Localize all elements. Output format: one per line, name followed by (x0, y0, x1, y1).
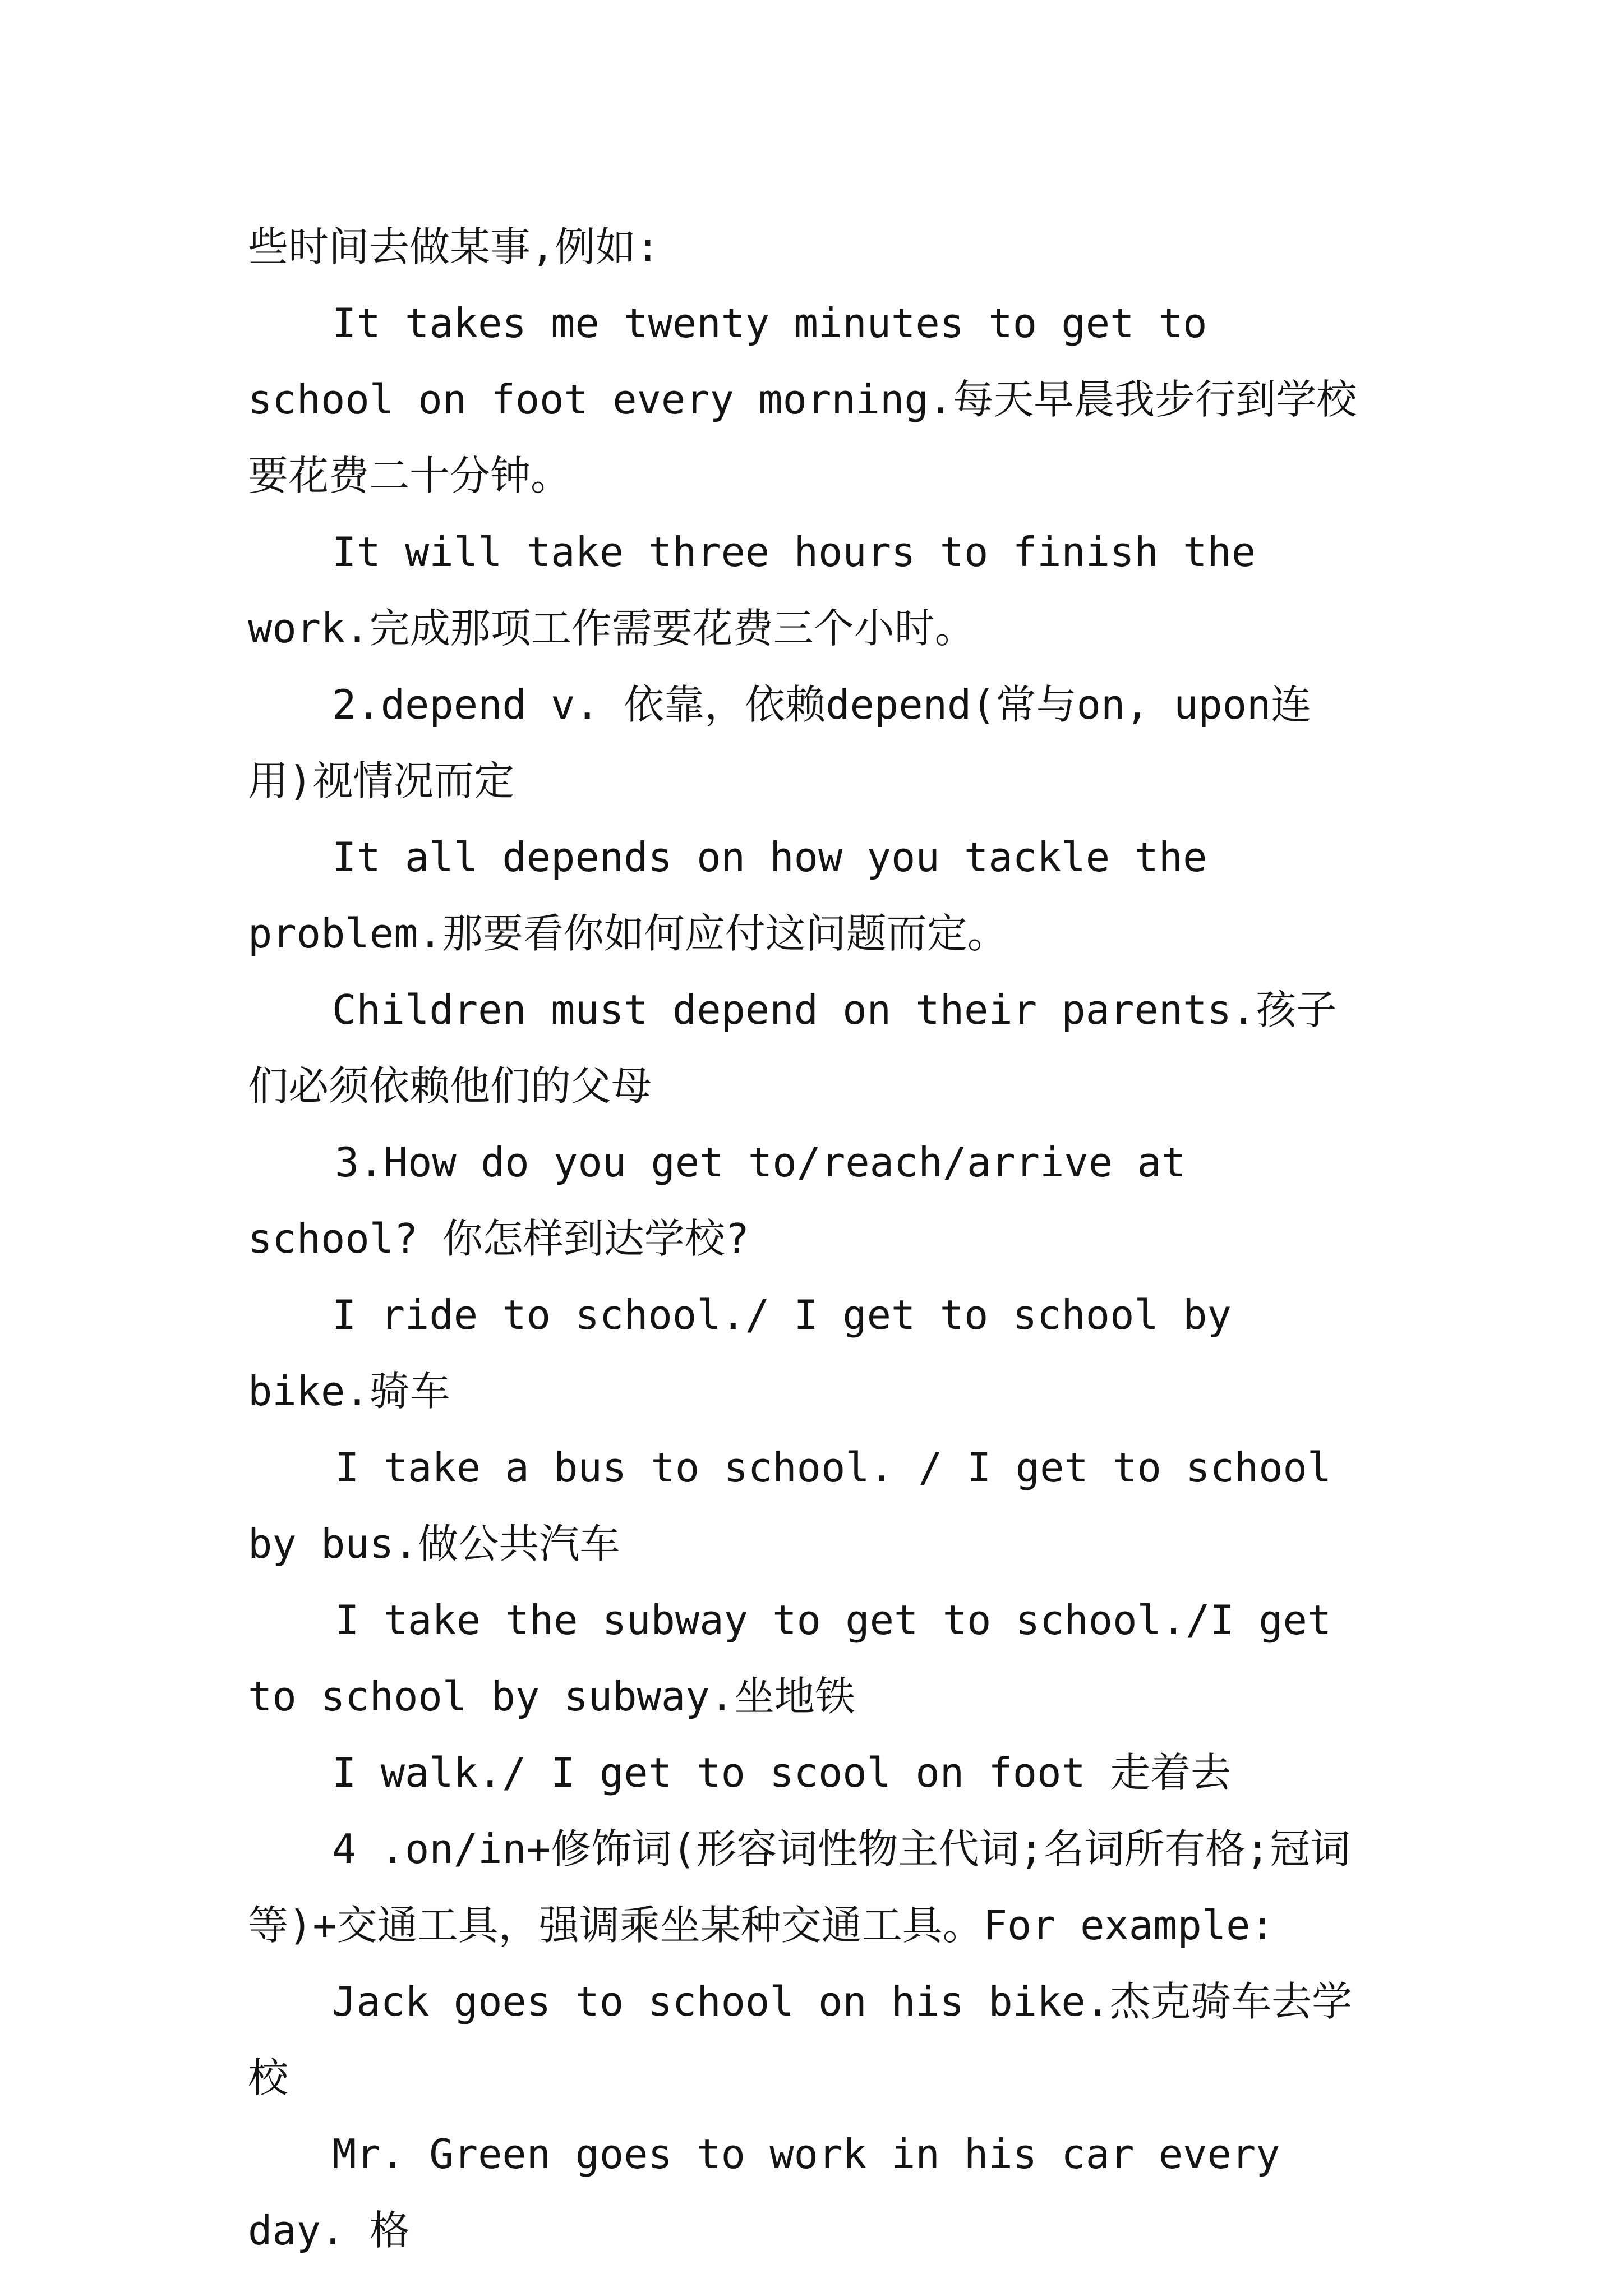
document-body (248, 209, 1375, 2269)
vocabulary-item: 3.How do you get to/reach/arrive at school? 你怎样到达学校? (248, 1139, 1186, 1262)
example-sentence: It takes me twenty minutes to get to school on foot every morning.每天早晨我步行到学校要花费二十分钟。 (248, 300, 1357, 499)
vocabulary-item: 2.depend v. 依靠，依赖depend(常与on, upon连用)视情况而定 (248, 681, 1312, 804)
example-sentence: I take a bus to school. / I get to school by bus.做公共汽车 (248, 1444, 1332, 1567)
example-sentence: I take the subway to get to school./I get to school by subway.坐地铁 (248, 1596, 1332, 1720)
paragraph-continuation: 些时间去做某事,例如: (248, 223, 660, 270)
example-sentence: It will take three hours to finish the work.完成那项工作需要花费三个小时。 (248, 528, 1256, 652)
example-sentence: Jack goes to school on his bike.杰克骑车去学校 (248, 1978, 1353, 2101)
example-sentence: I walk./ I get to scool on foot 走着去 (332, 1749, 1232, 1796)
vocabulary-item: 4 .on/in+修饰词(形容词性物主代词;名词所有格;冠词等)+交通工具，强调乘坐某种交通工具。For example: (248, 1825, 1351, 1949)
example-sentence: It all depends on how you tackle the problem.那要看你如何应付这问题而定。 (248, 834, 1207, 957)
example-sentence: Mr. Green goes to work in his car every day. 格 (248, 2131, 1280, 2254)
example-sentence: Children must depend on their parents.孩子们必须依赖他们的父母 (248, 986, 1337, 1110)
example-sentence: I ride to school./ I get to school by bike.骑车 (248, 1291, 1232, 1415)
